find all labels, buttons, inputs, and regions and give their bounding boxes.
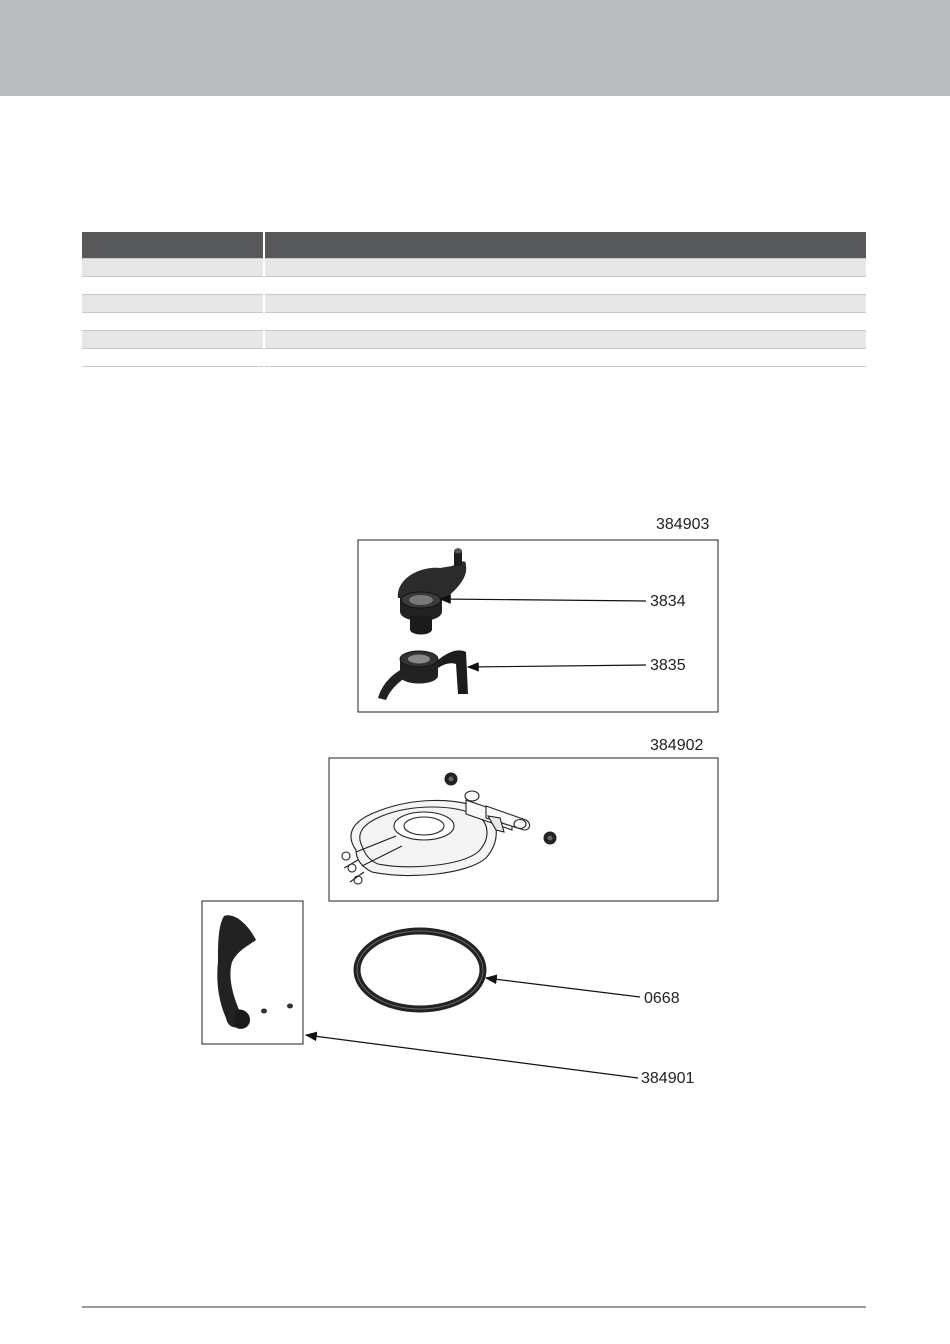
table-cell [82, 277, 264, 295]
table-cell [82, 313, 264, 331]
kit-label-384901: 384901 [641, 1070, 695, 1087]
table-cell [82, 349, 264, 367]
table-row [82, 331, 866, 349]
part-label-3834: 3834 [650, 593, 686, 610]
kit-384901-box [202, 901, 303, 1044]
table-row [82, 313, 866, 331]
footer-rule [82, 1306, 866, 1308]
table-row [82, 259, 866, 277]
table-header-row [82, 232, 866, 259]
table-row [82, 349, 866, 367]
part-label-0668: 0668 [644, 990, 680, 1007]
part-label-3835: 3835 [650, 657, 686, 674]
part-3834-illustration [398, 548, 466, 634]
kit-label-384902: 384902 [650, 737, 704, 754]
table-cell [264, 331, 866, 349]
table-row [82, 295, 866, 313]
table-header-cell [82, 232, 264, 259]
leader-line-384901 [306, 1035, 638, 1078]
part-384902-illustration [342, 791, 530, 884]
table-cell [264, 295, 866, 313]
table-cell [82, 331, 264, 349]
part-0668-illustration [357, 931, 483, 1009]
table-cell [264, 259, 866, 277]
table-cell [264, 349, 866, 367]
table-row [82, 277, 866, 295]
leader-line-3834 [440, 599, 646, 601]
table-header-cell [264, 232, 866, 259]
kit-label-384903: 384903 [656, 516, 710, 533]
leader-line-3835 [468, 665, 646, 667]
part-3835-illustration [378, 650, 468, 700]
table-cell [82, 295, 264, 313]
part-384901-illustration [217, 915, 293, 1029]
parts-table [82, 232, 866, 367]
exploded-parts-diagram [0, 500, 950, 1120]
leader-line-0668 [486, 978, 640, 997]
header-band [0, 0, 950, 96]
table-cell [264, 277, 866, 295]
diagram-svg [0, 500, 950, 1120]
table-cell [264, 313, 866, 331]
table-cell [82, 259, 264, 277]
